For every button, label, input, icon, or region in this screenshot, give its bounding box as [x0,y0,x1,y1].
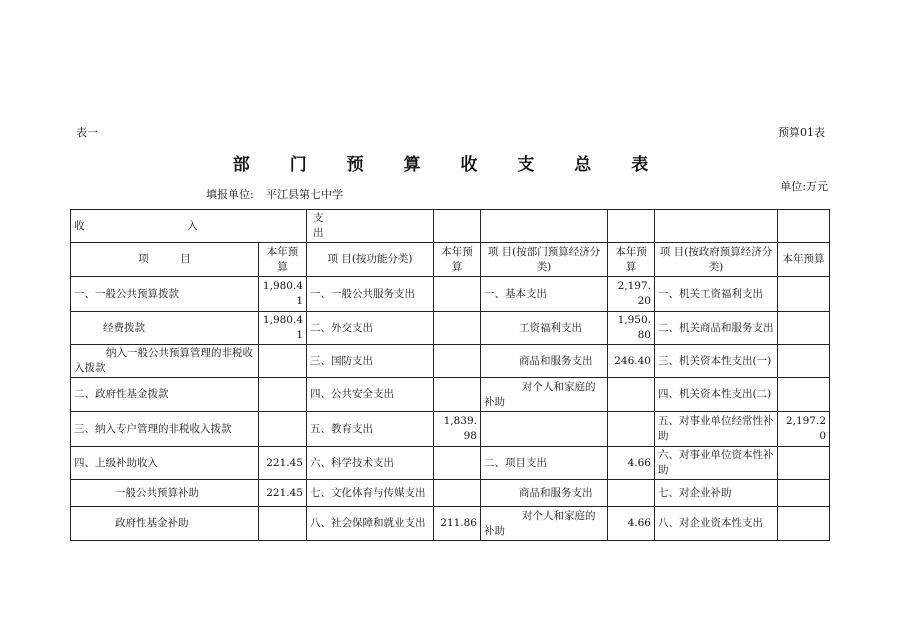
func-amount [434,312,481,345]
table-header-row-1 [71,210,830,243]
dept-amount: 1,950.80 [608,312,655,345]
page-title: 部 门 预 算 收 支 总 表 [232,155,666,175]
dept-amount: 246.40 [608,345,655,378]
col-header-item: 项 目 [71,243,259,277]
table-header-row-2 [71,243,830,277]
income-header-text: 收 [74,219,85,232]
income-amount: 1,980.41 [259,277,307,312]
gov-amount [778,378,830,412]
income-item: 一、一般公共预算拨款 [71,277,259,312]
gov-amount [778,447,830,480]
gov-amount [778,507,830,541]
dept-amount: 4.66 [608,507,655,541]
gov-item: 二、机关商品和服务支出 [655,312,778,345]
dept-item [481,412,608,447]
income-amount [259,412,307,447]
dept-item: 工资福利支出 [481,312,608,345]
func-amount: 211.86 [434,507,481,541]
dept-amount [608,378,655,412]
dept-amount [608,412,655,447]
gov-item: 五、对事业单位经常性补助 [655,412,778,447]
func-amount [434,378,481,412]
income-amount [259,507,307,541]
func-item: 五、教育支出 [307,412,434,447]
col-header-budget: 本年预算 [608,243,655,277]
table-number-label: 表一 [76,126,98,139]
col-header-budget: 本年预算 [434,243,481,277]
income-item: 二、政府性基金拨款 [71,378,259,412]
gov-amount [778,345,830,378]
income-amount: 221.45 [259,447,307,480]
currency-unit-label: 单位:万元 [780,180,828,193]
gov-item: 七、对企业补助 [655,480,778,507]
dept-item: 对个人和家庭的补助 [481,378,608,412]
income-item: 政府性基金补助 [71,507,259,541]
gov-item: 一、机关工资福利支出 [655,277,778,312]
table-row [71,277,830,312]
gov-item: 四、机关资本性支出(二) [655,378,778,412]
gov-item: 三、机关资本性支出(一) [655,345,778,378]
dept-item: 二、项目支出 [481,447,608,480]
col-header-func: 项 目(按功能分类) [307,243,434,277]
dept-item: 对个人和家庭的补助 [481,507,608,541]
func-item: 六、科学技术支出 [307,447,434,480]
func-item: 七、文化体育与传媒支出 [307,480,434,507]
col-header-budget: 本年预算 [778,243,830,277]
dept-amount: 4.66 [608,447,655,480]
func-item: 三、国防支出 [307,345,434,378]
expense-header-text: 支出 [313,212,324,239]
dept-item: 商品和服务支出 [481,480,608,507]
func-amount [434,480,481,507]
gov-amount [778,480,830,507]
func-item: 八、社会保障和就业支出 [307,507,434,541]
income-item: 四、上级补助收入 [71,447,259,480]
income-item: 三、纳入专户管理的非税收入拨款 [71,412,259,447]
form-code-label: 预算01表 [778,126,825,139]
gov-amount: 2,197.20 [778,412,830,447]
income-header-cell [71,210,307,243]
gov-item: 六、对事业单位资本性补助 [655,447,778,480]
func-item: 二、外交支出 [307,312,434,345]
table-row [71,412,830,447]
func-amount [434,345,481,378]
income-item: 纳入一般公共预算管理的非税收入拨款 [71,345,259,378]
table-row [71,507,830,541]
income-item: 一般公共预算补助 [71,480,259,507]
gov-amount [778,277,830,312]
table-row [71,480,830,507]
col-header-dept-econ: 项 目(按部门预算经济分类) [481,243,608,277]
func-item: 一、一般公共服务支出 [307,277,434,312]
col-header-gov-econ: 项 目(按政府预算经济分类) [655,243,778,277]
func-amount [434,277,481,312]
dept-amount [608,480,655,507]
gov-amount [778,312,830,345]
income-amount [259,345,307,378]
gov-item: 八、对企业资本性支出 [655,507,778,541]
income-amount: 1,980.41 [259,312,307,345]
dept-item: 一、基本支出 [481,277,608,312]
expense-header-cell [307,210,434,243]
income-header-text-2: 入 [187,219,198,232]
reporting-unit-name: 平江县第七中学 [266,188,343,201]
income-amount: 221.45 [259,480,307,507]
reporting-unit-label: 填报单位: [206,188,254,201]
func-amount: 1,839.98 [434,412,481,447]
func-item: 四、公共安全支出 [307,378,434,412]
budget-summary-table [70,209,830,541]
dept-amount: 2,197.20 [608,277,655,312]
income-item: 经费拨款 [71,312,259,345]
table-row [71,447,830,480]
col-header-budget: 本年预算 [259,243,307,277]
func-amount [434,447,481,480]
income-amount [259,378,307,412]
table-row [71,378,830,412]
table-row [71,312,830,345]
dept-item: 商品和服务支出 [481,345,608,378]
table-row [71,345,830,378]
